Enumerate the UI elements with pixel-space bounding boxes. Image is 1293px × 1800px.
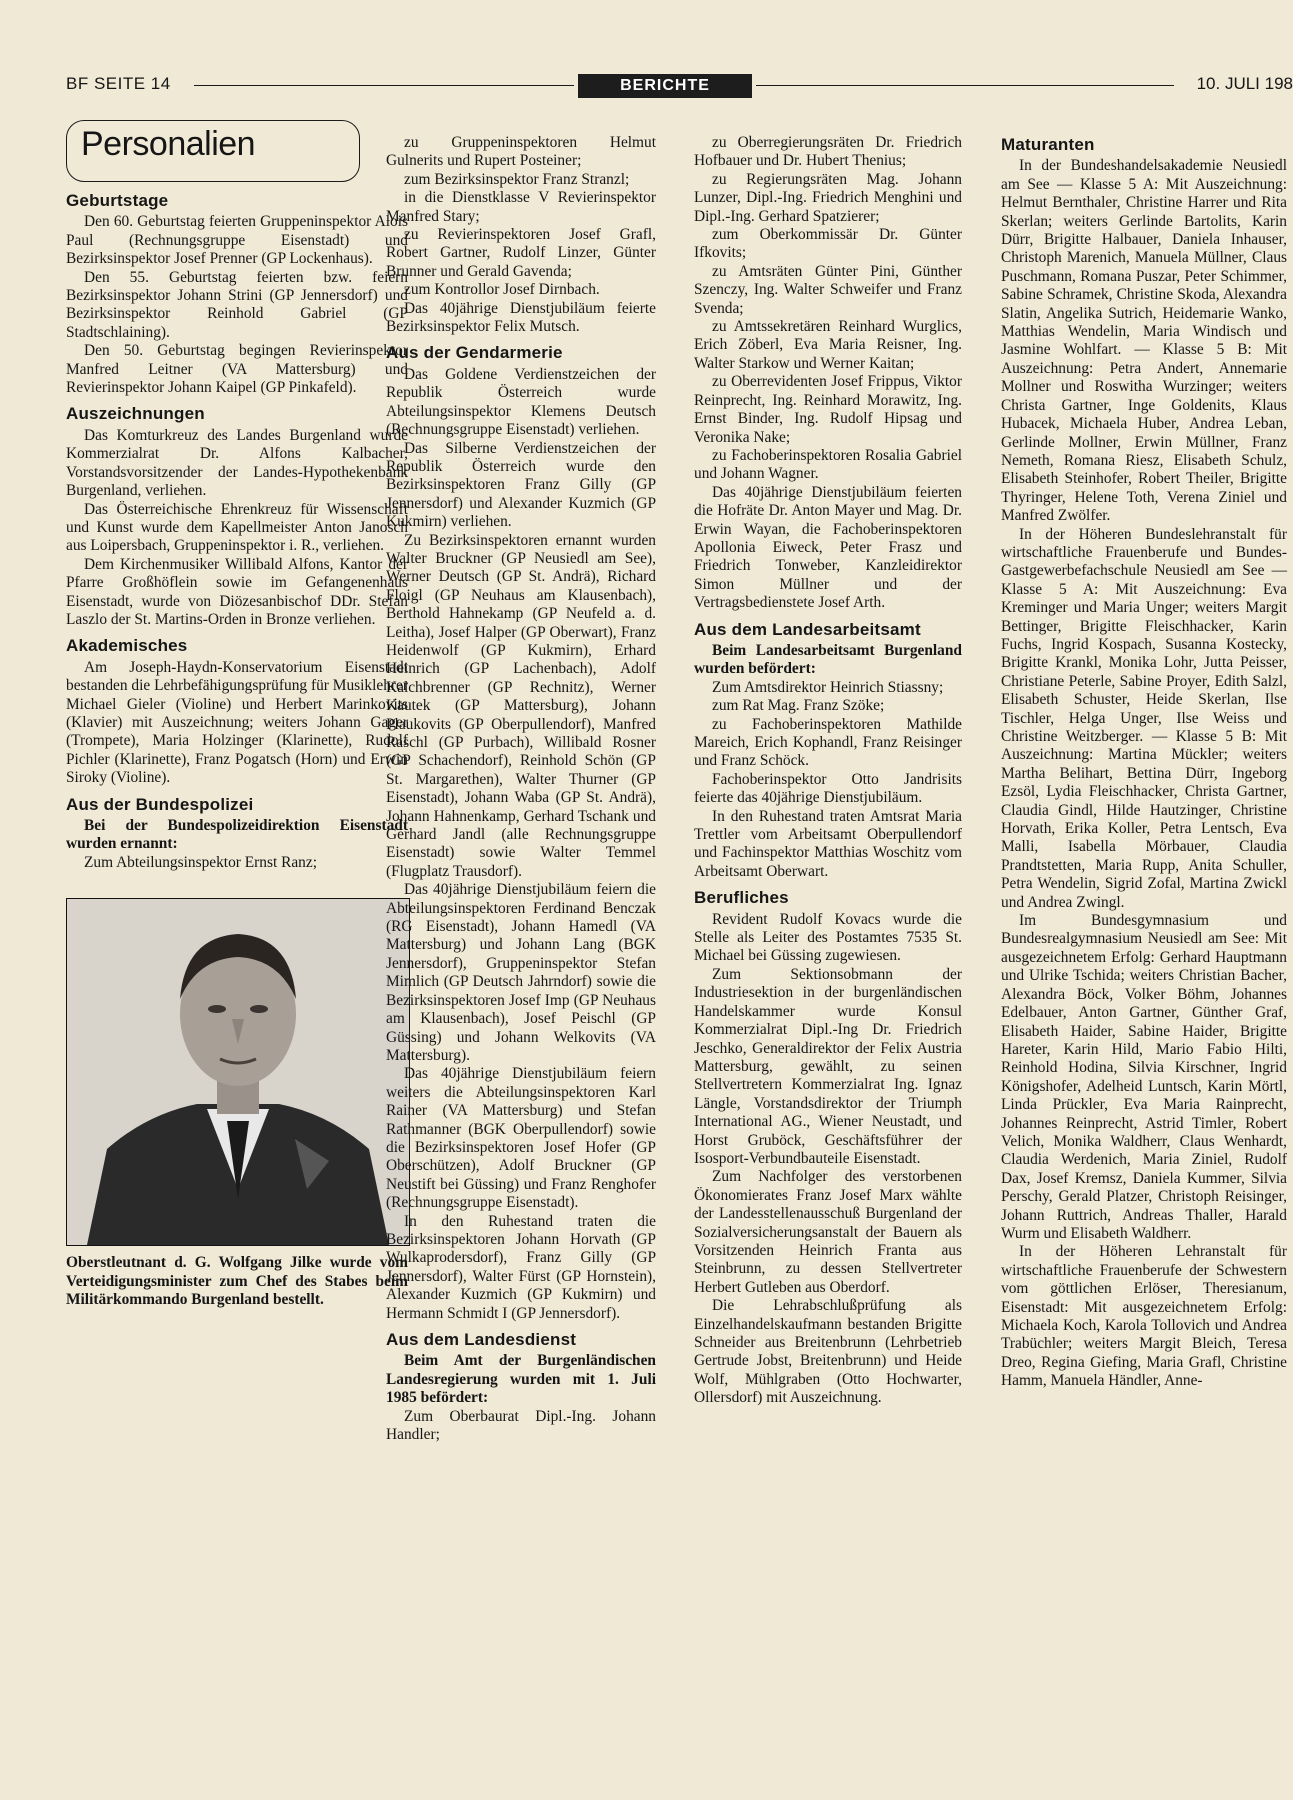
paragraph: Dem Kirchenmusiker Willibald Alfons, Kantor der Pfarre Großhöflein sowie im Gefangenenhaus Eisenstadt, wurde von Diözesanbischof DDr. Stefan Laszlo der St. Martins-Orden in Bronze verliehen. (66, 555, 408, 628)
paragraph: Den 55. Geburtstag feierten bzw. feiern Bezirksinspektor Johann Strini (GP Jennersdorf) und Bezirksinspektor Reinhold Gabriel (GP Stadtschlaining). (66, 268, 408, 341)
page-number: BF SEITE 14 (66, 74, 171, 93)
heading-auszeichnungen: Auszeichnungen (66, 404, 205, 424)
paragraph: In der Bundeshandelsakademie Neusiedl am See — Klasse 5 A: Mit Auszeichnung: Helmut Bernthaler, Christine Harrer und Rita Skerlan; weiters Gerlinde Bartolits, Karin Dürr, Brigitte Halbauer, Daniela Inhauser, Christoph Marenich, Manuela Müllner, Claus Puschmann, Romana Puszar, Peter Schimmer, Sabine Schramek, Christine Skoda, Alexandra Slatin, Angelika Sutrich, Heidemarie Wanko, Matthias Wendelin, Maria Windisch und Jasmine Wohlfart. — Klasse 5 B: Mit Auszeichnung: Petra Andert, Annemarie Mollner und Roswitha Wurzinger; weiters Christa Gartner, Inge Goldenits, Klaus Hubacek, Michaela Huber, Andrea Leban, Gerlinde Mollner, Erwin Müllner, Franz Nemeth, Romana Riesz, Elisabeth Schulz, Elisabeth Steinhofer, Robert Theiler, Brigitte Thyringer, Helene Toth, Verena Ziniel und Manfred Zwölfer. (1001, 157, 1287, 525)
section-title: Personalien (81, 125, 256, 163)
paragraph: zu Fachoberinspektoren Rosalia Gabriel und Johann Wagner. (694, 446, 962, 483)
paragraph: Revident Rudolf Kovacs wurde die Stelle als Leiter des Postamtes 7535 St. Michael bei Güssing zugewiesen. (694, 910, 962, 965)
paragraph: Beim Landesarbeitsamt Burgenland wurden befördert: (694, 641, 962, 678)
paragraph: In der Höheren Lehranstalt für wirtschaftliche Frauenberufe der Schwestern vom göttlichen Erlöser, Theresianum, Eisenstadt: Mit ausgezeichnetem Erfolg: Michaela Koch, Karola Tollovich und Andrea Trabüchler; weiters Margit Bleich, Teresa Dreo, Regina Giefing, Maria Grafl, Christine Hamm, Manuela Händler, Anne- (1001, 1243, 1287, 1390)
paragraph: Das Goldene Verdienstzeichen der Republik Österreich wurde Abteilungsinspektor Klemens Deutsch (Rechnungsgruppe Eisenstadt) verliehen. (386, 365, 656, 439)
heading-landesarbeitsamt: Aus dem Landesarbeitsamt (694, 619, 921, 639)
issue-date: 10. JULI 198 (1196, 74, 1293, 93)
portrait-illustration (67, 899, 409, 1245)
paragraph: zu Revierinspektoren Josef Grafl, Robert Gartner, Rudolf Linzer, Günter Brunner und Gerald Gavenda; (386, 226, 656, 280)
paragraph: Im Bundesgymnasium und Bundesrealgymnasium Neusiedl am See: Mit ausgezeichnetem Erfolg: Gerhard Hauptmann und Ulrike Tschida; weiters Christian Bacher, Alexandra Böck, Volker Böhm, Johannes Edelbauer, Anton Gartner, Günther Graf, Elisabeth Haider, Sabine Haider, Brigitte Hareter, Karin Hild, Mario Fabio Hilti, Reinhold Hodina, Silvia Kirschner, Ingrid Königshofer, Adelheid Luntsch, Karin Mörtl, Linda Prückler, Eva Maria Rainprecht, Johannes Reinprecht, Astrid Timler, Robert Velich, Monika Waldherr, Claus Wenhardt, Claudia Werdenich, Maria Ziniel, Rudolf Dax, Josef Kremsz, Daniela Kummer, Silvia Perschy, Gerald Platzer, Christoph Reisinger, Johann Ruttrich, Andreas Thaller, Harald Wurm und Elisabeth Waldherr. (1001, 912, 1287, 1242)
column-1 (66, 120, 408, 1309)
paragraph: zu Gruppeninspektoren Helmut Gulnerits und Rupert Posteiner; (386, 134, 656, 170)
paragraph: Die Lehrabschlußprüfung als Einzelhandelskaufmann bestanden Brigitte Schneider aus Breitenbrunn (Lehrbetrieb Gertrude Jobst, Breitenbrunn) und Heide Wolf, Mühlgraben (Otto Hochwarter, Ollersdorf) mit Auszeichnung. (694, 1297, 962, 1407)
paragraph: In den Ruhestand traten die Bezirksinspektoren Johann Horvath (GP Wulkaprodersdorf), Franz Gilly (GP Jennersdorf), Walter Fürst (GP Hornstein), Alexander Kuzmich (GP Kukmirn) und Hermann Schmidt I (GP Jennersdorf). (386, 1212, 656, 1322)
paragraph: Zum Nachfolger des verstorbenen Ökonomierates Franz Josef Marx wählte der Landesstellenausschuß Burgenland der Sozialversicherungsanstalt der Bauern als Vorsitzenden Heinrich Franta aus Steinbrunn, zu dessen Stellvertreter Herbert Gutleben aus Oberdorf. (694, 1168, 962, 1296)
paragraph: zum Kontrollor Josef Dirnbach. (404, 281, 600, 299)
paragraph: zu Oberrevidenten Josef Frippus, Viktor Reinprecht, Ing. Reinhard Morawitz, Ing. Ernst Binder, Ing. Rudolf Hipsag und Veronika Nake; (694, 373, 962, 446)
heading-geburtstage: Geburtstage (66, 191, 169, 210)
paragraph: Den 50. Geburtstag begingen Revierinspektor Manfred Leitner (VA Mattersburg) und Revierinspektor Johann Kaipel (GP Pinkafeld). (66, 342, 408, 397)
photo-caption: Oberstleutnant d. G. Wolfgang Jilke wurde vom Verteidigungsminister zum Chef des Stabes beim Militärkommando Burgenland bestellt. (66, 1254, 408, 1309)
paragraph: Fachoberinspektor Otto Jandrisits feierte das 40jährige Dienstjubiläum. (694, 770, 962, 807)
paragraph: zu Amtsräten Günter Pini, Günther Szenczy, Ing. Walter Schweifer und Franz Svenda; (694, 262, 962, 317)
column-2 (386, 134, 656, 1444)
paragraph: Zum Abteilungsinspektor Ernst Ranz; (84, 853, 317, 871)
heading-maturanten: Maturanten (1001, 135, 1095, 154)
paragraph: Das 40jährige Dienstjubiläum feierte Bezirksinspektor Felix Mutsch. (386, 299, 656, 336)
paragraph: Zu Bezirksinspektoren ernannt wurden Walter Bruckner (GP Neusiedl am See), Werner Deutsch (GP St. Andrä), Richard Floigl (GP Neuhaus am Klausenbach), Berthold Hahnekamp (GP Neufeld a. d. Leitha), Josef Halper (GP Oberwart), Franz Heidenwolf (GP Kukmirn), Erhard Heinrich (GP Lachenbach), Adolf Kalchbrenner (GP Rechnitz), Werner Kautek (GP Mattersburg), Johann Plaukovits (GP Oberpullendorf), Manfred Raschl (GP Purbach), Willibald Rosner (GP Schachendorf), Reinhold Schön (GP St. Margarethen), Walter Thurner (GP Eisenstadt), Johann Waba (GP St. Andrä), Johann Hahnenkamp, Gerhard Tschank und Gerhard Jandl (alle Rechnungsgruppe Eisenstadt) sowie Walter Temmel (Flugplatz Trausdorf). (386, 531, 656, 880)
heading-akademisches: Akademisches (66, 636, 188, 656)
section-label: BERICHTE (578, 74, 752, 98)
section-title-box (66, 120, 360, 182)
column-3 (694, 134, 962, 1408)
paragraph: Das Silberne Verdienstzeichen der Republik Österreich wurde den Bezirksinspektoren Franz Gilly (GP Jennersdorf) und Alexander Kuzmich (GP Kukmirn) verliehen. (386, 439, 656, 531)
paragraph: in die Dienstklasse V Revierinspektor Manfred Stary; (386, 189, 656, 225)
portrait-photo (66, 898, 410, 1246)
paragraph: Zum Oberbaurat Dipl.-Ing. Johann Handler; (386, 1407, 656, 1444)
paragraph: Das 40jährige Dienstjubiläum feierten die Hofräte Dr. Anton Mayer und Mag. Dr. Erwin Wayan, die Fachoberinspektoren Apollonia Eiweck, Peter Frasz und Friedrich Tonweber, Kanzleidirektor Simon Müllner und der Vertragsbedienstete Josef Arth. (694, 483, 962, 612)
paragraph: Zum Amtsdirektor Heinrich Stiassny; (712, 678, 944, 696)
paragraph: In der Höheren Bundeslehranstalt für wirtschaftliche Frauenberufe und Bundes-Gastgewerbefachschule Neusiedl am See — Klasse 5 A: Mit Auszeichnung: Eva Kreminger und Maria Unger; weiters Margit Bettinger, Brigitte Fleischhacker, Karin Fuchs, Ingrid Kospach, Susanna Kostecky, Brigitte Krankl, Monika Lohr, Jutta Peisser, Christiane Peterle, Sabine Proyer, Edith Salzl, Elisabeth Schuster, Heide Skerlan, Ilse Tischler, Helga Unger, Ilse Weiss und Christine Weitzberger. — Klasse 5 B: Mit Auszeichnung: Martina Mückler; weiters Martha Belihart, Bettina Dürr, Ingeborg Ezsöl, Lydia Fleischhacker, Christa Gartner, Claudia Gindl, Hilde Hautzinger, Christine Horvath, Erika Koller, Petra Lentsch, Eva Malli, Isabella Mörbauer, Claudia Prandtstetten, Maria Rupp, Anita Schuller, Petra Wendelin, Sigrid Zofal, Martina Zwickl und Andrea Zwingl. (1001, 525, 1287, 911)
paragraph: zu Amtssekretären Reinhard Wurglics, Erich Zöberl, Eva Maria Reisner, Ing. Walter Starkow und Werner Kaitan; (694, 318, 962, 372)
paragraph: zum Bezirksinspektor Franz Stranzl; (404, 170, 630, 188)
paragraph: zu Fachoberinspektoren Mathilde Mareich, Erich Kophandl, Franz Reisinger und Franz Schöck. (694, 715, 962, 770)
paragraph: Das 40jährige Dienstjubiläum feiern die Abteilungsinspektoren Ferdinand Benczak (RG Eisenstadt), Johann Hamedl (VA Mattersburg) und Johann Lang (BGK Jennersdorf), Gruppeninspektor Stefan Mimlich (GP Deutsch Jahrndorf) sowie die Bezirksinspektoren Josef Imp (GP Neuhaus am Klausenbach), Josef Peischl (GP Güssing) und Johann Welkovits (VA Mattersburg). (386, 881, 656, 1064)
paragraph: Zum Sektionsobmann der Industriesektion in der burgenländischen Handelskammer wurde Konsul Kommerzialrat Dipl.-Ing Dr. Friedrich Jeschko, Generaldirektor der Felix Austria Mattersburg, gewählt, zu seinen Stellvertretern Kommerzialrat Ing. Ignaz Längle, Vorstandsdirektor der Triumph International AG., Wiener Neustadt, und Horst Gruböck, Geschäftsführer der Isosport-Verbundbauteile Eisenstadt. (694, 965, 962, 1167)
paragraph: Beim Amt der Burgenländischen Landesregierung wurden mit 1. Juli 1985 befördert: (386, 1352, 656, 1407)
paragraph: zu Oberregierungsräten Dr. Friedrich Hofbauer und Dr. Hubert Thenius; (694, 134, 962, 170)
header-rule-left (194, 85, 574, 86)
paragraph: Das Österreichische Ehrenkreuz für Wissenschaft und Kunst wurde dem Kapellmeister Anton Janosch aus Loipersbach, Gruppeninspektor i. R., verliehen. (66, 500, 408, 555)
paragraph: In den Ruhestand traten Amtsrat Maria Trettler vom Arbeitsamt Oberpullendorf und Fachinspektor Matthias Woschitz vom Arbeitsamt Oberwart. (694, 807, 962, 880)
paragraph: zum Rat Mag. Franz Szöke; (712, 697, 885, 715)
column-4 (1001, 134, 1287, 1391)
paragraph: Das Komturkreuz des Landes Burgenland wurde Kommerzialrat Dr. Alfons Kalbacher, Vorstandsvorsitzender der Landes-Hypothekenbank Burgenland, verliehen. (66, 426, 408, 500)
paragraph: Das 40jährige Dienstjubiläum feiern weiters die Abteilungsinspektoren Karl Rainer (VA Mattersburg) und Stefan Rathmanner (BGK Oberpullendorf) sowie die Bezirksinspektoren Josef Hofer (GP Oberschützen), Adolf Bruckner (GP Neustift bei Güssing) und Franz Renghofer (Rechnungsgruppe Eisenstadt). (386, 1065, 656, 1212)
heading-landesdienst: Aus dem Landesdienst (386, 1330, 577, 1349)
heading-bundespolizei: Aus der Bundespolizei (66, 794, 254, 814)
paragraph: Den 60. Geburtstag feierten Gruppeninspektor Alois Paul (Rechnungsgruppe Eisenstadt) und Bezirksinspektor Josef Prenner (GP Lockenhaus). (66, 213, 408, 268)
header-rule-right (756, 85, 1174, 86)
heading-gendarmerie: Aus der Gendarmerie (386, 343, 563, 363)
paragraph: zu Regierungsräten Mag. Johann Lunzer, Dipl.-Ing. Friedrich Menghini und Dipl.-Ing. Gerhard Spatzierer; (694, 170, 962, 225)
paragraph: Am Joseph-Haydn-Konservatorium Eisenstadt bestanden die Lehrbefähigungsprüfung für Musiklehrer Michael Gieler (Violine) und Herbert Marinkovits (Klavier) mit Auszeichnung; weiters Johann Gager (Trompete), Maria Holzinger (Klarinette), Rudolf Pichler (Klarinette), Franz Pogatsch (Horn) und Erwin Siroky (Violine). (66, 658, 408, 787)
paragraph: Bei der Bundespolizeidirektion Eisenstadt wurden ernannt: (66, 817, 408, 853)
heading-berufliches: Berufliches (694, 888, 789, 908)
page-header (66, 74, 1293, 98)
paragraph: zum Oberkommissär Dr. Günter Ifkovits; (694, 226, 962, 262)
